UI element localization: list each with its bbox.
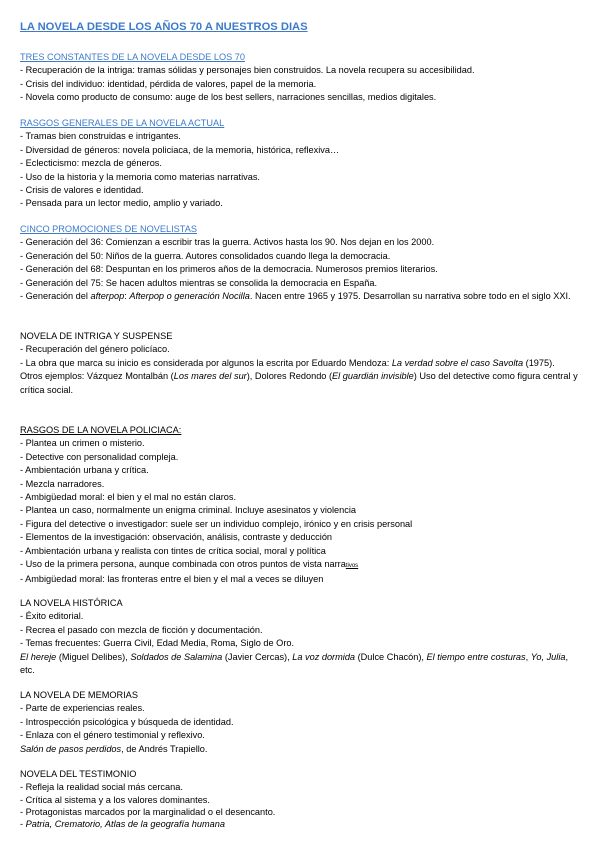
section-heading: RASGOS DE LA NOVELA POLICIACA:	[20, 425, 182, 435]
list-item: - Uso de la historia y la memoria como materias narrativas.	[20, 171, 260, 182]
text: (1975).	[523, 357, 555, 368]
section-heading: LA NOVELA HISTÓRICA	[20, 598, 123, 608]
text-italic: Los mares del sur	[173, 371, 247, 382]
text-italic: La voz dormida	[292, 651, 356, 662]
list-item	[20, 357, 580, 370]
section-cinco-promociones	[20, 223, 580, 303]
text-italic: Yo, Julia	[530, 651, 566, 662]
list-item: - Tramas bien construidas e intrigantes.	[20, 131, 181, 142]
list-item: - Recrea el pasado con mezcla de ficción y documentación.	[20, 624, 263, 635]
text-italic: La verdad sobre el caso Savolta	[391, 357, 524, 368]
section-novela-testimonio	[20, 768, 580, 830]
list-item	[20, 290, 580, 303]
text-italic: Patria, Crematorio, Atlas de la geografía humana	[25, 819, 225, 830]
list-item: - Plantea un crimen o misterio.	[20, 438, 145, 449]
text: ) Uso del detective como figura central y crítica social.	[20, 371, 578, 395]
list-item: - Elementos de la investigación: observación, análisis, contraste y deducción	[20, 532, 333, 543]
section-heading: CINCO PROMOCIONES DE NOVELISTAS	[20, 224, 197, 234]
list-item	[20, 370, 580, 397]
list-item: - Recuperación del género policíaco.	[20, 344, 170, 355]
list-item: - Mezcla narradores.	[20, 478, 105, 489]
list-item: - Ambientación urbana y crítica.	[20, 465, 149, 476]
text: -	[20, 819, 26, 830]
text: . Nacen entre 1965 y 1975. Desarrollan su narrativa sobre todo en el siglo XXI.	[249, 291, 571, 302]
section-tres-constantes	[20, 51, 580, 105]
list-item: - Ambientación urbana y realista con tintes de crítica social, moral y política	[20, 545, 326, 556]
list-item: - Éxito editorial.	[20, 611, 84, 622]
text: (Javier Cercas),	[222, 651, 293, 662]
text-italic: Salón de pasos perdidos	[20, 743, 122, 754]
section-heading: LA NOVELA DE MEMORIAS	[20, 690, 138, 700]
text-italic: El hereje	[20, 651, 57, 662]
page-title: LA NOVELA DESDE LOS AÑOS 70 A NUESTROS DIAS	[20, 21, 308, 33]
list-item: - Parte de experiencias reales.	[20, 703, 145, 714]
section-intriga-suspense	[20, 330, 580, 397]
text: (Dulce Chacón),	[355, 651, 427, 662]
text-italic: afterpop	[90, 291, 125, 302]
text: , de Andrés Trapiello.	[121, 743, 208, 754]
list-item: - Figura del detective o investigador: suele ser un individuo complejo, irónico y en crisis personal	[20, 518, 413, 529]
text: ,	[525, 651, 531, 662]
list-item: - Ambigüedad moral: el bien y el mal no están claros.	[20, 492, 237, 503]
section-novela-memorias	[20, 689, 580, 756]
examples	[20, 651, 580, 678]
list-item: - Generación del 68: Despuntan en los primeros años de la democracia. Numerosos premios literarios.	[20, 264, 438, 275]
text: (Miguel Delibes),	[56, 651, 131, 662]
text: - Generación del	[20, 291, 91, 302]
list-item: - Protagonistas marcados por la marginalidad o el desencanto.	[20, 806, 276, 817]
list-item: - Generación del 75: Se hacen adultos mientras se consolida la democracia en España.	[20, 277, 377, 288]
list-item: - Crítica al sistema y a los valores dominantes.	[20, 794, 210, 805]
text-small: tivos	[345, 563, 359, 570]
list-item: - Enlaza con el género testimonial y reflexivo.	[20, 730, 205, 741]
examples	[20, 743, 580, 756]
section-heading: NOVELA DE INTRIGA Y SUSPENSE	[20, 331, 173, 341]
text-italic: El tiempo entre costuras	[426, 651, 526, 662]
section-heading: NOVELA DEL TESTIMONIO	[20, 769, 137, 779]
list-item: - Crisis de valores e identidad.	[20, 185, 144, 196]
list-item: - Ambigüedad moral: las fronteras entre el bien y el mal a veces se diluyen	[20, 574, 324, 585]
text: :	[124, 291, 130, 302]
list-item	[20, 558, 580, 573]
text-italic: El guardián invisible	[332, 371, 414, 382]
text: ), Dolores Redondo (	[246, 371, 333, 382]
list-item: - Novela como producto de consumo: auge de los best sellers, narraciones sencillas, medios digitales.	[20, 92, 437, 103]
text: Otros ejemplos: Vázquez Montalbán (	[20, 371, 174, 382]
text: - La obra que marca su inicio es considerada por algunos la escrita por Eduardo Mendoza:	[20, 357, 392, 368]
section-rasgos-policiaca	[20, 424, 580, 587]
text-italic: Soldados de Salamina	[130, 651, 223, 662]
list-item: - Generación del 36: Comienzan a escribir tras la guerra. Activos hasta los 90. Nos dejan en los 2000.	[20, 237, 435, 248]
list-item: - Eclecticismo: mezcla de géneros.	[20, 158, 162, 169]
list-item: - Refleja la realidad social más cercana.	[20, 782, 183, 793]
list-item: - Pensada para un lector medio, amplio y variado.	[20, 198, 223, 209]
text: - Uso de la primera persona, aunque combinada con otros puntos de vista narra	[20, 559, 346, 570]
list-item: - Introspección psicológica y búsqueda de identidad.	[20, 716, 234, 727]
section-heading: TRES CONSTANTES DE LA NOVELA DESDE LOS 70	[20, 52, 245, 62]
section-rasgos-generales	[20, 117, 580, 211]
list-item: - Crisis del individuo: identidad, pérdida de valores, papel de la memoria.	[20, 78, 317, 89]
text: , etc.	[20, 651, 569, 676]
list-item: - Detective con personalidad compleja.	[20, 451, 179, 462]
examples	[20, 818, 580, 830]
list-item: - Temas frecuentes: Guerra Civil, Edad Media, Roma, Siglo de Oro.	[20, 638, 295, 649]
text-italic: Afterpop o generación Nocilla	[129, 291, 250, 302]
section-heading: RASGOS GENERALES DE LA NOVELA ACTUAL	[20, 118, 225, 128]
list-item: - Plantea un caso, normalmente un enigma criminal. Incluye asesinatos y violencia	[20, 505, 357, 516]
list-item: - Generación del 50: Niños de la guerra. Autores consolidados cuando llega la democracia.	[20, 250, 391, 261]
list-item: - Recuperación de la intriga: tramas sólidas y personajes bien construidos. La novela recupera su accesibilidad.	[20, 65, 475, 76]
section-novela-historica	[20, 597, 580, 677]
list-item: - Diversidad de géneros: novela policiaca, de la memoria, histórica, reflexiva…	[20, 144, 340, 155]
